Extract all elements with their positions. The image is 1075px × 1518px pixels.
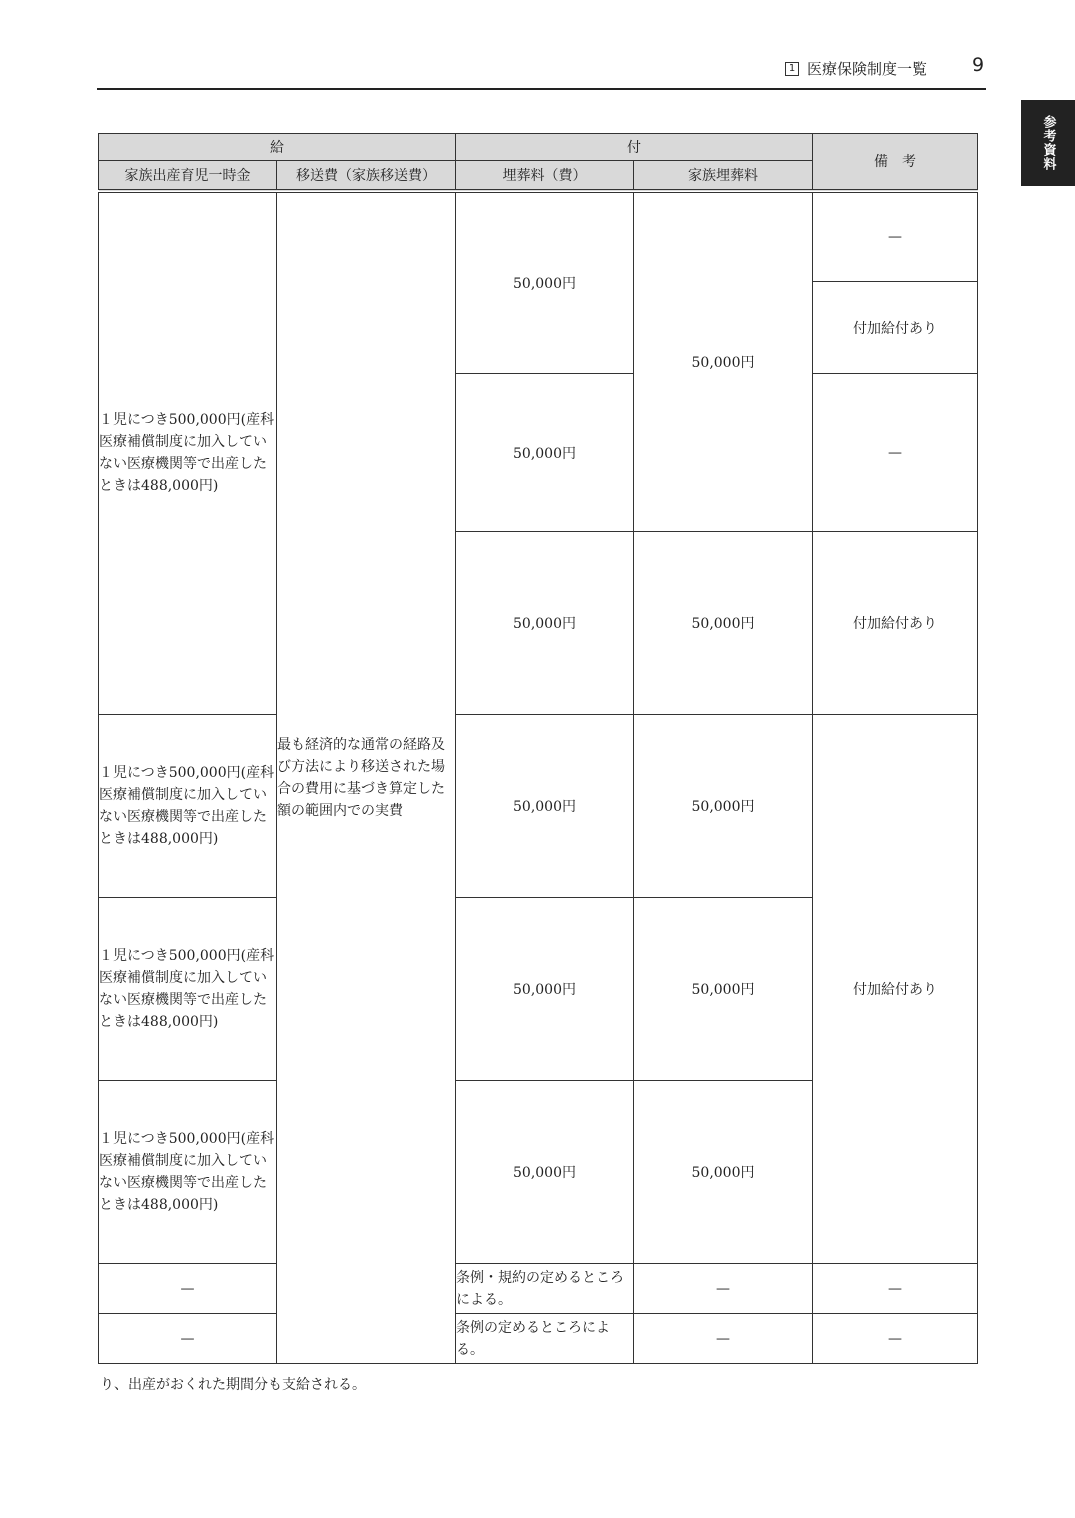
burial-cell: 条例・規約の定めるところによる。 xyxy=(456,1264,634,1314)
family-burial-cell: 50,000円 xyxy=(634,191,813,532)
insurance-benefits-table xyxy=(98,133,978,1364)
side-index-tab: 参考資料 xyxy=(1021,100,1075,186)
burial-cell: 50,000円 xyxy=(456,532,634,715)
burial-cell: 50,000円 xyxy=(456,191,634,374)
family-burial-cell: — xyxy=(634,1314,813,1364)
childbirth-cell: １児につき500,000円(産科医療補償制度に加入していない医療機関等で出産したときは488,000円) xyxy=(99,898,277,1081)
remarks-cell: — xyxy=(813,191,978,282)
table-row xyxy=(99,715,978,898)
childbirth-cell: １児につき500,000円(産科医療補償制度に加入していない医療機関等で出産したときは488,000円) xyxy=(99,1081,277,1264)
remarks-cell: 付加給付あり xyxy=(813,282,978,374)
family-burial-cell: 50,000円 xyxy=(634,1081,813,1264)
remarks-cell: — xyxy=(813,374,978,532)
family-burial-cell: 50,000円 xyxy=(634,898,813,1081)
footnote: り、出産がおくれた期間分も支給される。 xyxy=(100,1377,366,1393)
family-burial-cell: — xyxy=(634,1264,813,1314)
transport-cell: 最も経済的な通常の経路及び方法により移送された場合の費用に基づき算定した額の範囲内での実費 xyxy=(277,191,456,1364)
table-row xyxy=(99,1314,978,1364)
childbirth-cell: — xyxy=(99,1314,277,1364)
page-header xyxy=(97,50,986,90)
family-burial-cell: 50,000円 xyxy=(634,715,813,898)
col-header-burial: 埋葬料（費） xyxy=(456,161,634,191)
remarks-cell: — xyxy=(813,1264,978,1314)
remarks-cell: — xyxy=(813,1314,978,1364)
header-group-right: 付 xyxy=(456,134,813,161)
section-title: 医療保険制度一覧 xyxy=(807,60,928,78)
table-row xyxy=(99,1264,978,1314)
burial-cell: 50,000円 xyxy=(456,1081,634,1264)
section-number-box: 1 xyxy=(785,62,799,76)
col-header-childbirth: 家族出産育児一時金 xyxy=(99,161,277,191)
burial-cell: 50,000円 xyxy=(456,374,634,532)
col-header-family-burial: 家族埋葬料 xyxy=(634,161,813,191)
remarks-header: 備 考 xyxy=(813,134,978,191)
page-number: 9 xyxy=(972,54,985,76)
header-group-left: 給 xyxy=(99,134,456,161)
burial-cell: 条例の定めるところによる。 xyxy=(456,1314,634,1364)
remarks-cell: 付加給付あり xyxy=(813,532,978,715)
family-burial-cell: 50,000円 xyxy=(634,532,813,715)
table-header-row-1 xyxy=(99,134,978,161)
burial-cell: 50,000円 xyxy=(456,898,634,1081)
childbirth-cell: １児につき500,000円(産科医療補償制度に加入していない医療機関等で出産したときは488,000円) xyxy=(99,191,277,715)
remarks-cell: 付加給付あり xyxy=(813,715,978,1264)
childbirth-cell: １児につき500,000円(産科医療補償制度に加入していない医療機関等で出産したときは488,000円) xyxy=(99,715,277,898)
table-row xyxy=(99,191,978,282)
childbirth-cell: — xyxy=(99,1264,277,1314)
burial-cell: 50,000円 xyxy=(456,715,634,898)
col-header-transport: 移送費（家族移送費） xyxy=(277,161,456,191)
